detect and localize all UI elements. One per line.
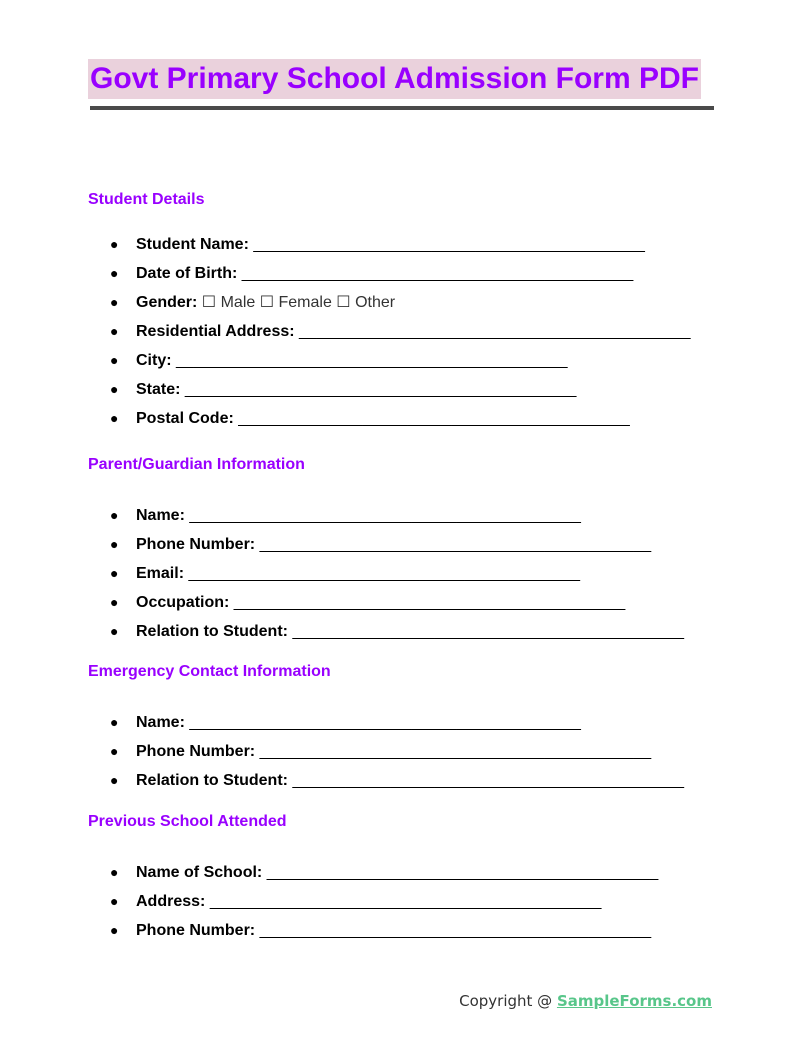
page-title: Govt Primary School Admission Form PDF bbox=[88, 59, 701, 99]
field-school-phone: ● Phone Number: ____________________________________________ bbox=[110, 922, 652, 939]
fill-in-line[interactable]: ____________________________________________ bbox=[238, 410, 630, 427]
field-gender: ● Gender: ☐ Male ☐ Female ☐ Other bbox=[110, 294, 396, 311]
field-residential-address: ● Residential Address: ____________________________________________ bbox=[110, 323, 691, 340]
field-parent-occupation: ● Occupation: ____________________________________________ bbox=[110, 594, 626, 611]
field-parent-email: ● Email: ____________________________________________ bbox=[110, 565, 580, 582]
field-label: Student Name: bbox=[136, 236, 249, 253]
fill-in-line[interactable]: ____________________________________________ bbox=[253, 236, 645, 253]
title-container bbox=[88, 59, 714, 99]
field-school-name: ● Name of School: ____________________________________________ bbox=[110, 864, 659, 881]
fill-in-line[interactable]: ____________________________________________ bbox=[189, 714, 581, 731]
fill-in-line[interactable]: ____________________________________________ bbox=[209, 893, 602, 910]
fill-in-line[interactable]: ____________________________________________ bbox=[259, 536, 652, 553]
field-label: Relation to Student: bbox=[136, 623, 288, 640]
section-parent-guardian bbox=[88, 455, 728, 646]
fill-in-line[interactable]: ____________________________________________ bbox=[188, 565, 580, 582]
field-label: Address: bbox=[136, 893, 206, 910]
brand-link[interactable]: SampleForms.com bbox=[556, 992, 712, 1010]
field-label: Name: bbox=[136, 714, 185, 731]
section-emergency-contact bbox=[88, 662, 728, 795]
field-label: Phone Number: bbox=[136, 922, 256, 939]
section-heading: Student Details bbox=[88, 191, 205, 208]
field-label: Phone Number: bbox=[136, 536, 256, 553]
fill-in-line[interactable]: ____________________________________________ bbox=[292, 772, 684, 789]
field-label: Name of School: bbox=[136, 864, 263, 881]
fill-in-line[interactable]: ____________________________________________ bbox=[233, 594, 626, 611]
fill-in-line[interactable]: ____________________________________________ bbox=[176, 352, 568, 369]
section-heading: Previous School Attended bbox=[88, 813, 287, 830]
section-student-details bbox=[88, 190, 728, 433]
field-date-of-birth: ● Date of Birth: ____________________________________________ bbox=[110, 265, 634, 282]
field-label: Phone Number: bbox=[136, 743, 256, 760]
field-emergency-name: ● Name: ____________________________________________ bbox=[110, 714, 581, 731]
fill-in-line[interactable]: ____________________________________________ bbox=[241, 265, 634, 282]
section-heading: Emergency Contact Information bbox=[88, 663, 331, 680]
section-heading: Parent/Guardian Information bbox=[88, 456, 305, 473]
field-label: Date of Birth: bbox=[136, 265, 238, 282]
field-label: State: bbox=[136, 381, 181, 398]
section-previous-school bbox=[88, 812, 728, 945]
field-label: Email: bbox=[136, 565, 185, 582]
field-parent-relation: ● Relation to Student: ____________________________________________ bbox=[110, 623, 684, 640]
field-label: Residential Address: bbox=[136, 323, 295, 340]
footer-copyright bbox=[459, 990, 712, 1012]
fill-in-line[interactable]: ____________________________________________ bbox=[292, 623, 684, 640]
field-student-name: ● Student Name: ____________________________________________ bbox=[110, 236, 645, 253]
field-label: Occupation: bbox=[136, 594, 230, 611]
fill-in-line[interactable]: ____________________________________________ bbox=[259, 922, 652, 939]
title-divider bbox=[90, 106, 714, 110]
field-label: Name: bbox=[136, 507, 185, 524]
gender-options[interactable]: ☐ Male ☐ Female ☐ Other bbox=[201, 294, 396, 311]
copyright-text: Copyright @ bbox=[459, 992, 557, 1010]
field-emergency-phone: ● Phone Number: ____________________________________________ bbox=[110, 743, 652, 760]
field-state: ● State: ____________________________________________ bbox=[110, 381, 577, 398]
field-parent-name: ● Name: ____________________________________________ bbox=[110, 507, 581, 524]
field-emergency-relation: ● Relation to Student: ____________________________________________ bbox=[110, 772, 684, 789]
field-city: ● City: ____________________________________________ bbox=[110, 352, 568, 369]
fill-in-line[interactable]: ____________________________________________ bbox=[259, 743, 652, 760]
field-label: City: bbox=[136, 352, 172, 369]
field-label: Relation to Student: bbox=[136, 772, 288, 789]
field-label: Gender: bbox=[136, 294, 198, 311]
fill-in-line[interactable]: ____________________________________________ bbox=[299, 323, 691, 340]
field-parent-phone: ● Phone Number: ____________________________________________ bbox=[110, 536, 652, 553]
fill-in-line[interactable]: ____________________________________________ bbox=[184, 381, 577, 398]
field-label: Postal Code: bbox=[136, 410, 234, 427]
fill-in-line[interactable]: ____________________________________________ bbox=[189, 507, 581, 524]
field-school-address: ● Address: ____________________________________________ bbox=[110, 893, 602, 910]
fill-in-line[interactable]: ____________________________________________ bbox=[266, 864, 659, 881]
field-postal-code: ● Postal Code: ____________________________________________ bbox=[110, 410, 630, 427]
